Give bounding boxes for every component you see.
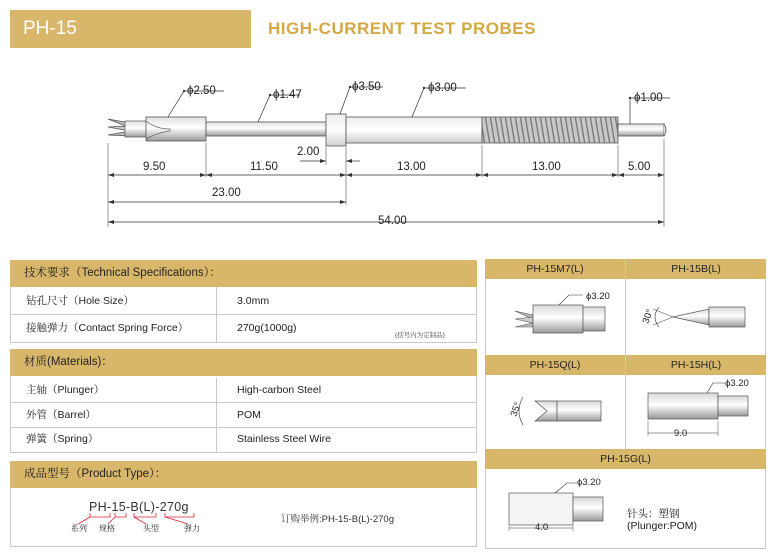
material-label: 主轴（Plunger） (26, 384, 105, 396)
plunger-head (146, 117, 206, 141)
material-row-barrel (10, 403, 477, 428)
dim-len-thread: 13.00 (532, 161, 561, 173)
variant-g-note-cn: 针头：塑钢 (627, 508, 680, 520)
variant-drawings (485, 279, 766, 549)
page-title: HIGH-CURRENT TEST PROBES (268, 19, 536, 38)
code-series: PH (89, 500, 107, 514)
specs-heading: 技术要求（Technical Specifications）： (10, 260, 477, 287)
code-label-head: 头型 (143, 524, 159, 533)
material-label: 弹簧（Spring） (26, 433, 99, 445)
code-sep: - (106, 500, 112, 514)
dim-len-tail: 5.00 (628, 161, 651, 173)
variant-h-dia: ϕ3.20 (725, 378, 749, 389)
dim-len-23: 23.00 (212, 187, 241, 199)
variant-g-title: PH-15G(L) (485, 449, 766, 469)
dim-dia-tail: ϕ1.00 (634, 92, 663, 104)
spec-value: 3.0mm (237, 295, 270, 307)
variant-q-title: PH-15Q(L) (485, 355, 625, 375)
dim-dia-barrel: ϕ3.00 (428, 82, 457, 94)
model-tag: PH-15 (10, 10, 251, 48)
variant-g-note-en: (Plunger:POM) (627, 520, 698, 532)
plunger-shaft (206, 122, 326, 136)
tail-pin (618, 124, 664, 136)
dim-len-head: 9.50 (143, 161, 166, 173)
material-value: POM (237, 409, 261, 421)
variant-m7-dia: ϕ3.20 (586, 291, 610, 302)
variant-h-title: PH-15H(L) (626, 355, 766, 375)
variant-b-angle: 30° (640, 307, 656, 326)
materials-heading: 材质(Materials)： (10, 349, 477, 376)
dim-dia-tip: ϕ2.50 (187, 85, 216, 97)
dim-len-total: 54.00 (378, 215, 407, 227)
barrel-collar (326, 114, 346, 146)
code-force: 270g (159, 500, 189, 514)
code-label-series: 系列 (71, 524, 87, 533)
code-sep: - (125, 500, 131, 514)
material-value: High-carbon Steel (237, 384, 322, 396)
code-label-size: 规格 (99, 524, 115, 533)
variant-b-drawing (653, 307, 745, 327)
material-row-spring (10, 428, 477, 453)
spec-value: 270g(1000g) (237, 322, 297, 334)
material-row-plunger (10, 378, 477, 403)
material-label: 外管（Barrel） (26, 409, 97, 421)
variant-m7-title: PH-15M7(L) (485, 259, 625, 279)
code-sep: - (155, 500, 160, 514)
material-value: Stainless Steel Wire (237, 433, 331, 445)
code-size: 15 (111, 500, 126, 514)
dim-len-shaft: 11.50 (250, 161, 278, 173)
variant-g-drawing (509, 483, 603, 531)
variant-g-len: 4.0 (535, 522, 549, 533)
product-heading: 成品型号（Product Type）： (10, 461, 477, 488)
spec-label: 接触弹力（Contact Spring Force） (26, 322, 189, 334)
variant-q-angle: 35° (508, 400, 524, 419)
order-example: 订购举例:PH-15-B(L)-270g (281, 514, 394, 525)
variant-g-dia: ϕ3.20 (577, 477, 601, 488)
variant-b-title: PH-15B(L) (626, 259, 766, 279)
dim-dia-collar: ϕ3.50 (352, 81, 381, 93)
crown-tip (108, 119, 147, 137)
code-label-force: 弹力 (184, 524, 200, 533)
variant-q-drawing (519, 397, 601, 425)
dim-len-barrel: 13.00 (397, 161, 426, 173)
spec-label: 钻孔尺寸（Hole Size） (26, 295, 134, 307)
dim-dia-shaft: ϕ1.47 (273, 89, 302, 101)
barrel (346, 117, 482, 143)
spec-note: (括号内为定制品) (395, 332, 445, 339)
dim-len-collar: 2.00 (297, 146, 320, 158)
threaded-receptacle (482, 117, 618, 143)
code-head: B(L) (130, 500, 156, 514)
variant-h-len: 9.0 (674, 428, 688, 439)
variant-h-drawing (648, 383, 748, 436)
spec-row-hole (10, 287, 477, 315)
